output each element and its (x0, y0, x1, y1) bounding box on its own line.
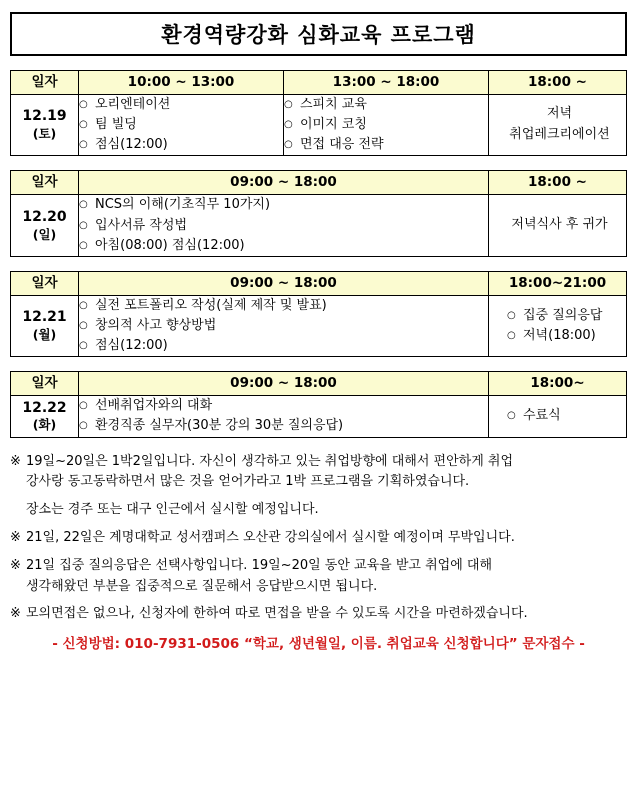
col-header-slot2: 13:00 ~ 18:00 (284, 71, 489, 95)
session-cell-afternoon (284, 95, 489, 156)
date-value: 12.22 (22, 399, 67, 416)
table-row (11, 95, 627, 156)
schedule-table-1222 (10, 371, 627, 437)
note-item (10, 556, 627, 598)
day-of-week: (월) (32, 327, 57, 343)
session-cell-morning (79, 95, 284, 156)
col-header-slot2: 18:00~ (489, 372, 627, 396)
schedule-table-1220 (10, 170, 627, 256)
col-header-slot3: 18:00 ~ (489, 71, 627, 95)
day-of-week: (화) (32, 417, 57, 433)
schedule-table-1221 (10, 271, 627, 357)
list-item: ○ 이미지 코칭 (284, 115, 488, 135)
col-header-date: 일자 (11, 71, 79, 95)
list-item: ○ 환경직종 실무자(30분 강의 30분 질의응답) (79, 416, 488, 436)
col-header-slot1: 10:00 ~ 13:00 (79, 71, 284, 95)
note-mark: ※ (10, 606, 21, 622)
table-row (11, 195, 627, 256)
document-title-box (10, 12, 627, 56)
list-item: ○ 선배취업자와의 대화 (79, 396, 488, 416)
date-cell (11, 195, 79, 256)
note-item (10, 528, 627, 549)
list-item: ○ 수료식 (507, 406, 626, 426)
list-item: ○ 실전 포트폴리오 작성(실제 제작 및 발표) (79, 296, 488, 316)
list-item: ○ 스피치 교육 (284, 95, 488, 115)
note-item (10, 604, 627, 625)
list-item: ○ NCS의 이해(기초직무 10가지) (79, 195, 488, 215)
notes-section (10, 452, 627, 626)
table-header-row (11, 171, 627, 195)
table-header-row (11, 271, 627, 295)
date-value: 12.21 (22, 309, 67, 326)
session-cell-evening (489, 295, 627, 356)
list-item: ○ 집중 질의응답 (507, 306, 626, 326)
date-cell (11, 95, 79, 156)
list-item: ○ 아침(08:00) 점심(12:00) (79, 236, 488, 256)
application-method-footer: - 신청방법: 010-7931-0506 “학교, 생년월일, 이름. 취업교육 신청합니다” 문자접수 - (52, 636, 585, 653)
date-cell (11, 396, 79, 437)
note-line-1: 모의면접은 없으나, 신청자에 한하여 따로 면접을 받을 수 있도록 시간을 마련하겠습니다. (26, 606, 528, 622)
col-header-slot1: 09:00 ~ 18:00 (79, 171, 489, 195)
note-text (26, 604, 627, 625)
note-text (26, 452, 627, 494)
col-header-date: 일자 (11, 372, 79, 396)
note-text (26, 556, 627, 598)
day-of-week: (토) (32, 126, 57, 142)
session-cell-day (79, 295, 489, 356)
list-item: ○ 점심(12:00) (79, 336, 488, 356)
schedule-table-1219 (10, 70, 627, 156)
session-cell-evening (489, 396, 627, 437)
session-cell-evening (489, 195, 627, 256)
list-item: ○ 팀 빌딩 (79, 115, 283, 135)
note-line-2: 강사랑 동고동락하면서 많은 것을 얻어가라고 1박 프로그램을 기획하였습니다. (26, 474, 470, 490)
col-header-slot2: 18:00~21:00 (489, 271, 627, 295)
note-item (10, 452, 627, 494)
note-line-1: 21일 집중 질의응답은 선택사항입니다. 19일~20일 동안 교육을 받고 취업에 대해 (26, 557, 493, 573)
evening-line-2: 취업레크리에이션 (509, 127, 610, 143)
list-item: ○ 점심(12:00) (79, 135, 283, 155)
list-item: ○ 오리엔테이션 (79, 95, 283, 115)
day-of-week: (일) (32, 226, 57, 242)
note-mark: ※ (10, 529, 21, 545)
note-mark: ※ (10, 557, 21, 573)
note-line-1: 19일~20일은 1박2일입니다. 자신이 생각하고 있는 취업방향에 대해서 편안하게 취업 (26, 453, 514, 469)
table-row (11, 295, 627, 356)
list-item: ○ 창의적 사고 향상방법 (79, 316, 488, 336)
col-header-slot1: 09:00 ~ 18:00 (79, 372, 489, 396)
list-item: ○ 입사서류 작성법 (79, 216, 488, 236)
col-header-slot1: 09:00 ~ 18:00 (79, 271, 489, 295)
note-sub-text: 장소는 경주 또는 대구 인근에서 실시할 예정입니다. (26, 502, 319, 518)
list-item: ○ 저녁(18:00) (507, 326, 626, 346)
table-header-row (11, 372, 627, 396)
session-cell-day (79, 195, 489, 256)
date-cell (11, 295, 79, 356)
page-title: 환경역량강화 심화교육 프로그램 (161, 23, 476, 47)
list-item: ○ 면접 대응 전략 (284, 135, 488, 155)
session-cell-evening (489, 95, 627, 156)
table-row (11, 396, 627, 437)
evening-line-1: 저녁 (546, 106, 573, 122)
col-header-date: 일자 (11, 171, 79, 195)
col-header-date: 일자 (11, 271, 79, 295)
note-line-1: 21일, 22일은 계명대학교 성서캠퍼스 오산관 강의실에서 실시할 예정이며 무박입니다. (26, 529, 515, 545)
session-cell-day (79, 396, 489, 437)
note-text (26, 528, 627, 549)
date-value: 12.19 (22, 108, 67, 125)
evening-line-1: 저녁식사 후 귀가 (511, 217, 608, 233)
table-header-row (11, 71, 627, 95)
note-line-2: 생각해왔던 부분을 집중적으로 질문해서 응답받으시면 됩니다. (26, 578, 378, 594)
date-value: 12.20 (22, 208, 67, 225)
note-mark: ※ (10, 453, 21, 469)
col-header-slot2: 18:00 ~ (489, 171, 627, 195)
